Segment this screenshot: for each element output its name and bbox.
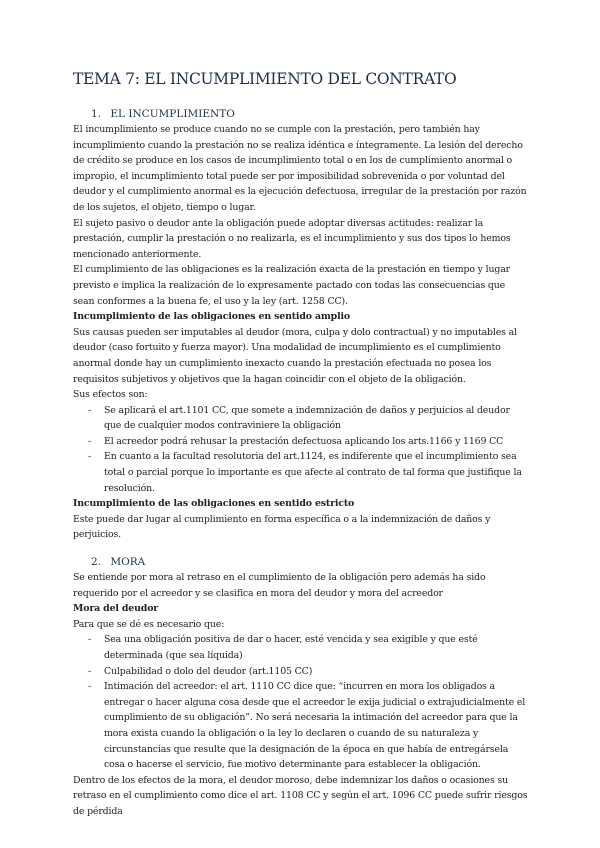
section-number: 1. <box>91 108 102 120</box>
paragraph: Dentro de los efectos de la mora, el deudor moroso, debe indemnizar los daños o ocasiones su retraso en el cumplimiento como dice el art. 1108 CC y según el art. 1096 CC puede sufrir riesgos de pérdida <box>73 774 528 817</box>
paragraph: El sujeto pasivo o deudor ante la obligación puede adoptar diversas actitudes: realizar la prestación, cumplir la prestación o no realizarla, es el incumplimiento y sus dos tipos lo hemos mencionado anteriormente. <box>73 217 511 260</box>
section-number: 2. <box>91 556 102 569</box>
subheading-mora-deudor: Mora del deudor <box>73 603 159 615</box>
paragraph: Se entiende por mora al retraso en el cumplimiento de la obligación pero además ha sido requerido por el acreedor y se clasifica en mora del deudor y mora del acreedor <box>73 572 486 599</box>
list-item: - Sea una obligación positiva de dar o hacer, esté vencida y sea exigible y que esté determinada (que sea líquida) <box>73 632 528 663</box>
subheading-sentido-amplio: Incumplimiento de las obligaciones en sentido amplio <box>73 311 350 323</box>
list-item: - El acreedor podrá rehusar la prestación defectuosa aplicando los arts.1166 y 1169 CC <box>73 434 528 450</box>
requisitos-list <box>73 632 528 772</box>
subheading-sentido-estricto: Incumplimiento de las obligaciones en sentido estricto <box>73 498 355 510</box>
list-item: - Se aplicará el art.1101 CC, que somete a indemnización de daños y perjuicios al deudor que de cualquier modos contraviniere la obligación <box>73 403 528 434</box>
paragraph: El cumplimiento de las obligaciones es la realización exacta de la prestación en tiempo y lugar previsto e implica la realización de lo expresamente pactado con todas las consecuencias que sean conformes a la buena fe, el uso y la ley (art. 1258 CC). <box>73 264 510 307</box>
efectos-list <box>73 403 528 497</box>
paragraph: Para que se dé es necesario que: <box>73 618 225 630</box>
paragraph: El incumplimiento se produce cuando no se cumple con la prestación, pero también hay incumplimiento cuando la prestación no se realiza idéntica e íntegramente. La lesión del derecho de crédito se produce en los casos de incumplimiento total o en los de cumplimiento anormal o impropio, el incumplimiento total puede ser por imposibilidad sobrevenida o por voluntad del deudor y el cumplimiento anormal es la ejecución defectuosa, irregular de la prestación por razón de los sujetos, el objeto, tiempo o lugar. <box>73 124 527 213</box>
paragraph: Sus efectos son: <box>73 389 148 401</box>
paragraph: Sus causas pueden ser imputables al deudor (mora, culpa y dolo contractual) y no imputables al deudor (caso fortuito y fuerza mayor). Una modalidad de incumplimiento es el cumplimiento anormal donde hay un cumplimiento inexacto cuando la prestación efectuada no posea los requisitos subjetivos y objetivos que la hagan coincidir con el objeto de la obligación. <box>73 326 517 385</box>
paragraph: Este puede dar lugar al cumplimiento en forma específica o a la indemnización de daños y perjuicios. <box>73 513 491 541</box>
section-title: EL INCUMPLIMIENTO <box>110 108 235 120</box>
section-heading-incumplimiento <box>73 107 528 122</box>
list-item: - En cuanto a la facultad resolutoria del art.1124, es indiferente que el incumplimiento sea total o parcial porque lo importante es que afecte al contrato de tal forma que justifique la resolución. <box>73 449 528 496</box>
section-title: MORA <box>110 556 146 569</box>
document-page <box>73 70 528 820</box>
section-heading-mora <box>73 555 528 570</box>
list-item: - Culpabilidad o dolo del deudor (art.1105 CC) <box>73 664 528 680</box>
page-title: TEMA 7: EL INCUMPLIMIENTO DEL CONTRATO <box>73 70 457 88</box>
list-item: - Intimación del acreedor: el art. 1110 CC dice que: “incurren en mora los obligados a entregar o hacer alguna cosa desde que el acreedor le exija judicial o extrajudicialmente el cumplimiento de su obligación”. No será necesaria la intimación del acreedor para que la mora exista cuando la obligación o la ley lo declaren o cuando de su naturaleza y circunstancias que resulte que la designación de la época en que había de entregársela cosa o hacerse el servicio, fue motivo determinante para establecer la obligación. <box>73 679 528 773</box>
